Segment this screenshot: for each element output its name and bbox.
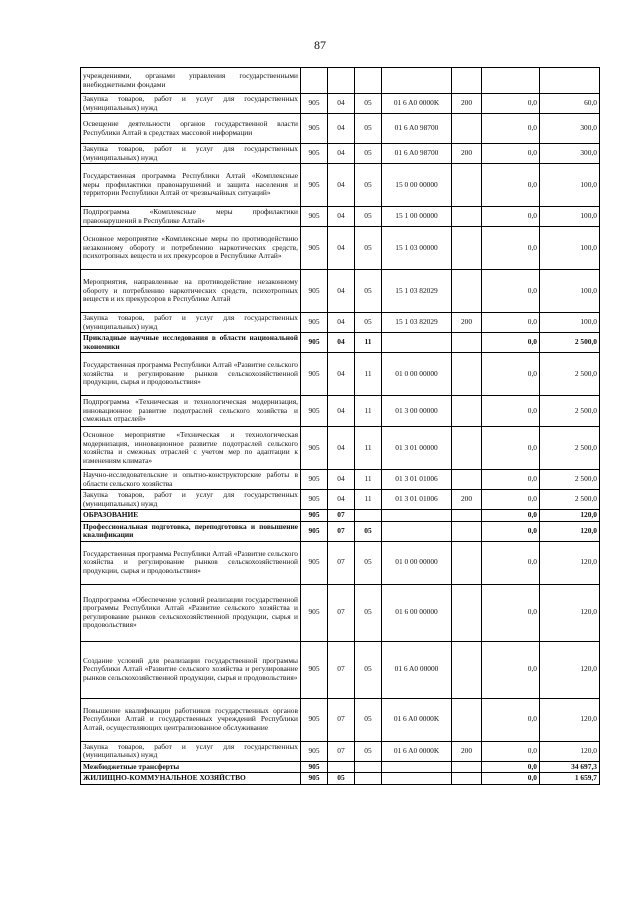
row-target-article-cell: 01 3 01 00000 bbox=[382, 427, 452, 470]
row-section-cell: 07 bbox=[328, 641, 355, 698]
row-expense-type-cell bbox=[452, 164, 482, 207]
row-amount-1-cell: 0,0 bbox=[482, 144, 540, 164]
row-amount-2-cell: 2 500,0 bbox=[540, 396, 600, 427]
row-amount-1-cell: 0,0 bbox=[482, 427, 540, 470]
row-grbs-cell: 905 bbox=[301, 541, 328, 584]
row-section-cell bbox=[328, 68, 355, 94]
row-name-cell: Подпрограмма «Обеспечение условий реализации государственной программы Республики Алтай «Развитие сельского хозяйства и регулирование рынков сельскохозяйственной продукции, сырья и продовольствия» bbox=[81, 584, 301, 641]
row-subsection-cell: 05 bbox=[355, 114, 382, 144]
row-amount-1-cell: 0,0 bbox=[482, 114, 540, 144]
row-expense-type-cell bbox=[452, 68, 482, 94]
row-name-cell: Закупка товаров, работ и услуг для государственных (муниципальных) нужд bbox=[81, 94, 301, 114]
row-amount-2-cell: 34 697,3 bbox=[540, 761, 600, 773]
row-expense-type-cell bbox=[452, 333, 482, 353]
row-subsection-cell: 11 bbox=[355, 490, 382, 510]
row-expense-type-cell bbox=[452, 353, 482, 396]
row-subsection-cell: 11 bbox=[355, 427, 382, 470]
row-section-cell: 07 bbox=[328, 510, 355, 522]
row-target-article-cell: 01 6 A0 0000K bbox=[382, 741, 452, 761]
row-grbs-cell: 905 bbox=[301, 510, 328, 522]
table-row bbox=[81, 470, 600, 490]
row-name-cell: ЖИЛИЩНО-КОММУНАЛЬНОЕ ХОЗЯЙСТВО bbox=[81, 773, 301, 785]
row-expense-type-cell bbox=[452, 698, 482, 741]
row-target-article-cell bbox=[382, 68, 452, 94]
table-row bbox=[81, 68, 600, 94]
table-row bbox=[81, 94, 600, 114]
row-target-article-cell bbox=[382, 761, 452, 773]
row-target-article-cell: 01 6 00 00000 bbox=[382, 584, 452, 641]
row-subsection-cell: 05 bbox=[355, 521, 382, 541]
row-target-article-cell bbox=[382, 510, 452, 522]
row-subsection-cell: 05 bbox=[355, 313, 382, 333]
row-target-article-cell: 01 3 00 00000 bbox=[382, 396, 452, 427]
row-grbs-cell bbox=[301, 68, 328, 94]
row-grbs-cell: 905 bbox=[301, 470, 328, 490]
row-grbs-cell: 905 bbox=[301, 698, 328, 741]
row-grbs-cell: 905 bbox=[301, 490, 328, 510]
row-amount-2-cell: 60,0 bbox=[540, 94, 600, 114]
row-grbs-cell: 905 bbox=[301, 741, 328, 761]
row-section-cell: 04 bbox=[328, 164, 355, 207]
row-amount-2-cell: 120,0 bbox=[540, 741, 600, 761]
table-row bbox=[81, 427, 600, 470]
row-target-article-cell: 01 6 A0 0000K bbox=[382, 698, 452, 741]
row-amount-1-cell: 0,0 bbox=[482, 94, 540, 114]
row-section-cell: 04 bbox=[328, 207, 355, 227]
row-grbs-cell: 905 bbox=[301, 270, 328, 313]
row-section-cell: 04 bbox=[328, 313, 355, 333]
row-amount-2-cell: 100,0 bbox=[540, 227, 600, 270]
row-subsection-cell: 05 bbox=[355, 741, 382, 761]
row-amount-1-cell: 0,0 bbox=[482, 490, 540, 510]
row-target-article-cell: 01 6 A0 00000 bbox=[382, 641, 452, 698]
row-target-article-cell: 01 3 01 01006 bbox=[382, 470, 452, 490]
row-amount-1-cell: 0,0 bbox=[482, 773, 540, 785]
row-name-cell: Научно-исследовательские и опытно-конструкторские работы в области сельского хозяйства bbox=[81, 470, 301, 490]
row-subsection-cell bbox=[355, 510, 382, 522]
table-row bbox=[81, 584, 600, 641]
row-amount-1-cell: 0,0 bbox=[482, 396, 540, 427]
row-target-article-cell bbox=[382, 333, 452, 353]
table-row bbox=[81, 313, 600, 333]
row-section-cell: 07 bbox=[328, 584, 355, 641]
row-grbs-cell: 905 bbox=[301, 427, 328, 470]
row-subsection-cell bbox=[355, 773, 382, 785]
table-row bbox=[81, 114, 600, 144]
row-subsection-cell: 11 bbox=[355, 396, 382, 427]
row-target-article-cell bbox=[382, 773, 452, 785]
row-amount-2-cell: 300,0 bbox=[540, 144, 600, 164]
row-expense-type-cell: 200 bbox=[452, 741, 482, 761]
row-expense-type-cell bbox=[452, 270, 482, 313]
row-target-article-cell: 01 0 00 00000 bbox=[382, 353, 452, 396]
row-expense-type-cell bbox=[452, 541, 482, 584]
row-grbs-cell: 905 bbox=[301, 207, 328, 227]
row-expense-type-cell bbox=[452, 427, 482, 470]
row-expense-type-cell bbox=[452, 470, 482, 490]
row-amount-1-cell: 0,0 bbox=[482, 353, 540, 396]
row-name-cell: Повышение квалификации работников государственных органов Республики Алтай и государственных учреждений Республики Алтай, осуществляющих централизованное обслуживание bbox=[81, 698, 301, 741]
row-section-cell: 04 bbox=[328, 227, 355, 270]
row-name-cell: ОБРАЗОВАНИЕ bbox=[81, 510, 301, 522]
row-name-cell: Закупка товаров, работ и услуг для государственных (муниципальных) нужд bbox=[81, 313, 301, 333]
row-name-cell: Создание условий для реализации государственной программы Республики Алтай «Развитие сельского хозяйства и регулирование рынков сельскохозяйственной продукции, сырья и продовольствия» bbox=[81, 641, 301, 698]
row-grbs-cell: 905 bbox=[301, 227, 328, 270]
page-number: 87 bbox=[314, 38, 326, 52]
row-name-cell: Подпрограмма «Комплексные меры профилактики правонарушений в Республике Алтай» bbox=[81, 207, 301, 227]
table-row bbox=[81, 698, 600, 741]
row-grbs-cell: 905 bbox=[301, 353, 328, 396]
row-amount-2-cell: 2 500,0 bbox=[540, 470, 600, 490]
row-amount-1-cell: 0,0 bbox=[482, 207, 540, 227]
row-subsection-cell: 05 bbox=[355, 641, 382, 698]
row-amount-1-cell bbox=[482, 68, 540, 94]
row-name-cell: Государственная программа Республики Алтай «Развитие сельского хозяйства и регулирование рынков сельскохозяйственной продукции, сырья и продовольствия» bbox=[81, 541, 301, 584]
row-name-cell: Профессиональная подготовка, переподготовка и повышение квалификации bbox=[81, 521, 301, 541]
row-expense-type-cell bbox=[452, 584, 482, 641]
row-grbs-cell: 905 bbox=[301, 164, 328, 207]
row-expense-type-cell bbox=[452, 396, 482, 427]
row-target-article-cell: 15 1 03 82029 bbox=[382, 270, 452, 313]
row-expense-type-cell bbox=[452, 207, 482, 227]
row-amount-2-cell: 120,0 bbox=[540, 541, 600, 584]
row-name-cell: Закупка товаров, работ и услуг для государственных (муниципальных) нужд bbox=[81, 490, 301, 510]
row-grbs-cell: 905 bbox=[301, 144, 328, 164]
row-subsection-cell: 05 bbox=[355, 164, 382, 207]
table-row bbox=[81, 761, 600, 773]
row-expense-type-cell: 200 bbox=[452, 94, 482, 114]
row-section-cell: 04 bbox=[328, 396, 355, 427]
row-section-cell bbox=[328, 761, 355, 773]
row-expense-type-cell bbox=[452, 773, 482, 785]
row-subsection-cell bbox=[355, 761, 382, 773]
row-grbs-cell: 905 bbox=[301, 94, 328, 114]
table-row bbox=[81, 227, 600, 270]
row-grbs-cell: 905 bbox=[301, 521, 328, 541]
row-section-cell: 07 bbox=[328, 521, 355, 541]
row-subsection-cell: 05 bbox=[355, 584, 382, 641]
row-amount-1-cell: 0,0 bbox=[482, 510, 540, 522]
row-section-cell: 04 bbox=[328, 94, 355, 114]
row-amount-2-cell: 2 500,0 bbox=[540, 353, 600, 396]
table-row bbox=[81, 521, 600, 541]
row-amount-2-cell: 2 500,0 bbox=[540, 427, 600, 470]
row-expense-type-cell bbox=[452, 641, 482, 698]
table-row bbox=[81, 510, 600, 522]
row-amount-2-cell: 120,0 bbox=[540, 584, 600, 641]
row-amount-2-cell: 2 500,0 bbox=[540, 490, 600, 510]
table-row bbox=[81, 541, 600, 584]
row-section-cell: 07 bbox=[328, 541, 355, 584]
table-row bbox=[81, 333, 600, 353]
row-section-cell: 04 bbox=[328, 270, 355, 313]
row-amount-2-cell: 100,0 bbox=[540, 164, 600, 207]
row-grbs-cell: 905 bbox=[301, 773, 328, 785]
table-row bbox=[81, 396, 600, 427]
row-amount-1-cell: 0,0 bbox=[482, 313, 540, 333]
row-amount-1-cell: 0,0 bbox=[482, 164, 540, 207]
row-expense-type-cell bbox=[452, 114, 482, 144]
row-subsection-cell: 05 bbox=[355, 207, 382, 227]
row-name-cell: Основное мероприятие «Техническая и технологическая модернизация, инновационное развитие подотраслей сельского хозяйства и смежных отраслей с учетом мер по адаптации к изменениям климата» bbox=[81, 427, 301, 470]
row-expense-type-cell bbox=[452, 227, 482, 270]
table-row bbox=[81, 490, 600, 510]
row-amount-1-cell: 0,0 bbox=[482, 227, 540, 270]
row-target-article-cell: 01 0 00 00000 bbox=[382, 541, 452, 584]
row-amount-1-cell: 0,0 bbox=[482, 741, 540, 761]
row-grbs-cell: 905 bbox=[301, 313, 328, 333]
row-name-cell: Межбюджетные трансферты bbox=[81, 761, 301, 773]
row-target-article-cell: 15 1 00 00000 bbox=[382, 207, 452, 227]
row-subsection-cell: 11 bbox=[355, 353, 382, 396]
row-subsection-cell: 05 bbox=[355, 94, 382, 114]
row-amount-2-cell: 120,0 bbox=[540, 698, 600, 741]
row-grbs-cell: 905 bbox=[301, 396, 328, 427]
row-target-article-cell bbox=[382, 521, 452, 541]
row-name-cell: Основное мероприятие «Комплексные меры по противодействию незаконному обороту и потреблению наркотических средств, психотропных веществ и их прекурсоров в Республике Алтай» bbox=[81, 227, 301, 270]
row-name-cell: Государственная программа Республики Алтай «Комплексные меры профилактики правонарушений и защита населения и территории Республики Алтай от чрезвычайных ситуаций» bbox=[81, 164, 301, 207]
row-amount-2-cell: 120,0 bbox=[540, 510, 600, 522]
table-row bbox=[81, 270, 600, 313]
row-grbs-cell: 905 bbox=[301, 333, 328, 353]
row-amount-2-cell: 100,0 bbox=[540, 270, 600, 313]
row-amount-2-cell: 120,0 bbox=[540, 641, 600, 698]
row-name-cell: Мероприятия, направленные на противодействие незаконному обороту и потреблению наркотических средств, психотропных веществ и их прекурсоров в Республике Алтай bbox=[81, 270, 301, 313]
row-amount-1-cell: 0,0 bbox=[482, 541, 540, 584]
row-section-cell: 04 bbox=[328, 353, 355, 396]
row-grbs-cell: 905 bbox=[301, 761, 328, 773]
table-row bbox=[81, 164, 600, 207]
row-subsection-cell: 11 bbox=[355, 333, 382, 353]
row-amount-1-cell: 0,0 bbox=[482, 333, 540, 353]
row-amount-1-cell: 0,0 bbox=[482, 521, 540, 541]
row-name-cell: Освещение деятельности органов государственной власти Республики Алтай в средствах массовой информации bbox=[81, 114, 301, 144]
row-section-cell: 04 bbox=[328, 470, 355, 490]
row-target-article-cell: 01 6 A0 98700 bbox=[382, 144, 452, 164]
row-expense-type-cell: 200 bbox=[452, 490, 482, 510]
row-target-article-cell: 15 0 00 00000 bbox=[382, 164, 452, 207]
row-expense-type-cell bbox=[452, 761, 482, 773]
row-subsection-cell bbox=[355, 68, 382, 94]
row-expense-type-cell bbox=[452, 521, 482, 541]
row-name-cell: Прикладные научные исследования в области национальной экономики bbox=[81, 333, 301, 353]
row-subsection-cell: 05 bbox=[355, 541, 382, 584]
row-grbs-cell: 905 bbox=[301, 114, 328, 144]
row-grbs-cell: 905 bbox=[301, 584, 328, 641]
row-amount-1-cell: 0,0 bbox=[482, 470, 540, 490]
row-section-cell: 04 bbox=[328, 144, 355, 164]
budget-table bbox=[80, 67, 600, 785]
row-amount-2-cell: 1 659,7 bbox=[540, 773, 600, 785]
row-subsection-cell: 05 bbox=[355, 144, 382, 164]
row-section-cell: 07 bbox=[328, 698, 355, 741]
row-grbs-cell: 905 bbox=[301, 641, 328, 698]
row-target-article-cell: 01 6 A0 0000K bbox=[382, 94, 452, 114]
row-target-article-cell: 01 3 01 01006 bbox=[382, 490, 452, 510]
table-row bbox=[81, 773, 600, 785]
table-row bbox=[81, 207, 600, 227]
row-amount-2-cell bbox=[540, 68, 600, 94]
row-amount-1-cell: 0,0 bbox=[482, 641, 540, 698]
row-subsection-cell: 11 bbox=[355, 470, 382, 490]
row-section-cell: 04 bbox=[328, 427, 355, 470]
row-section-cell: 04 bbox=[328, 490, 355, 510]
row-subsection-cell: 05 bbox=[355, 270, 382, 313]
row-amount-2-cell: 100,0 bbox=[540, 313, 600, 333]
row-section-cell: 04 bbox=[328, 333, 355, 353]
table-row bbox=[81, 144, 600, 164]
row-subsection-cell: 05 bbox=[355, 227, 382, 270]
row-amount-1-cell: 0,0 bbox=[482, 761, 540, 773]
row-expense-type-cell: 200 bbox=[452, 144, 482, 164]
row-expense-type-cell: 200 bbox=[452, 313, 482, 333]
row-name-cell: Подпрограмма «Техническая и технологическая модернизация, инновационное развитие подотраслей сельского хозяйства и смежных отраслей» bbox=[81, 396, 301, 427]
row-section-cell: 05 bbox=[328, 773, 355, 785]
row-amount-2-cell: 2 500,0 bbox=[540, 333, 600, 353]
row-target-article-cell: 15 1 03 00000 bbox=[382, 227, 452, 270]
row-amount-1-cell: 0,0 bbox=[482, 698, 540, 741]
row-amount-1-cell: 0,0 bbox=[482, 584, 540, 641]
row-amount-2-cell: 300,0 bbox=[540, 114, 600, 144]
row-amount-2-cell: 100,0 bbox=[540, 207, 600, 227]
table-row bbox=[81, 641, 600, 698]
row-name-cell: Закупка товаров, работ и услуг для государственных (муниципальных) нужд bbox=[81, 741, 301, 761]
row-section-cell: 07 bbox=[328, 741, 355, 761]
row-expense-type-cell bbox=[452, 510, 482, 522]
row-target-article-cell: 15 1 03 82029 bbox=[382, 313, 452, 333]
row-amount-1-cell: 0,0 bbox=[482, 270, 540, 313]
row-target-article-cell: 01 6 A0 98700 bbox=[382, 114, 452, 144]
row-section-cell: 04 bbox=[328, 114, 355, 144]
table-row bbox=[81, 741, 600, 761]
table-body bbox=[81, 68, 600, 785]
row-name-cell: учреждениями, органами управления государственными внебюджетными фондами bbox=[81, 68, 301, 94]
row-subsection-cell: 05 bbox=[355, 698, 382, 741]
row-name-cell: Государственная программа Республики Алтай «Развитие сельского хозяйства и регулирование рынков сельскохозяйственной продукции, сырья и продовольствия» bbox=[81, 353, 301, 396]
row-name-cell: Закупка товаров, работ и услуг для государственных (муниципальных) нужд bbox=[81, 144, 301, 164]
table-row bbox=[81, 353, 600, 396]
row-amount-2-cell: 120,0 bbox=[540, 521, 600, 541]
